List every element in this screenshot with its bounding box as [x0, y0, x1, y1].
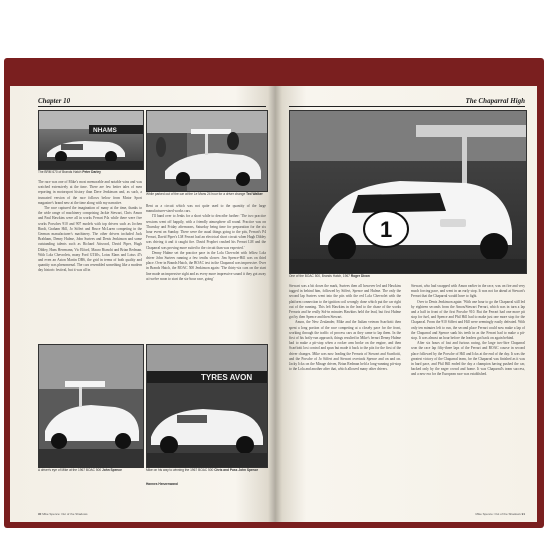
body-text-column: Stewart, who had swapped with Amon earlier in the race, was on fire and very much forcing pace, and went in an early stop. It was not far ahead at Stewart's Ferrari that the Chaparral would have to fight. Over to Denis Jenkinson again: 'With one hour to go the Chaparral still led by eighteen seconds from the Amon/Stewart Ferrari, which was in turn a lap and a half in front of the first Porsche 910. But the Ferrari had one more pit stop for fuel, and Spence and Phil Hill had to make just one more stop for the Chaparral. From the 910 Siffert and Hill were seemingly easily defeated. With only ten minutes left to run, the second place Ferrari could now make a lap of the Chaparral and Spence sunk his teeth in as the Ferrari had to make a pit-stop. It was almost an hour before the leaders got back on again behind. After six hours of fast and furious racing, the large two-litre Chaparral won the race lap fifty-three laps of the Ferrari and BOAC course in second place followed by the Porsche of Hill and Ickx at the end of the day. It was the greatest victory of the Chaparral team, for the Chaparral was finished as it was in hard pace, and Phil Hill ended the day a champion having pushed the car, backed only by the eager crowd and home. It was Chaparral's team success, and a new era for the European race was established. — [411, 284, 525, 377]
avon-banner-text: TYRES AVON — [201, 373, 253, 382]
header-rule — [289, 106, 525, 107]
body-text-column: The race was one of Mike's most memorable and notable wins and was watched extensively at the time. There are few better tales of men reporting in motorsport history than Dave Jenkinson and, as such, a truncated version of the race follows below from Motor Sport magazine's brand new at the time along with my narrative. The race captured the imagination of many at the time, thanks to the wide range of machinery comprising Jackie Stewart, Chris Amon and Paul Hawkins were all in works Ferrari P4s while there were five works Porsches 910 and 907 models with top drivers such as Jochen Rindt, Graham Hill, Jo Siffert and Bruce McLaren competing in the German manufacturer's machinery. The other drivers included Jack Brabham, Denny Hulme, John Surtees and Denis Jenkinson and some outstanding talents such as Richard Attwood, David Piper, Hugh Dibley, Hans Herrmann, Vic Elford, Mauro Bianchi and Brian Redman. With Lola Chevrolets, many Ford GT40s, Lotus Elans and Lotus 47s and even an Aston Martin DB6, the grid in terms of both quality and quantity was phenomenal. The cars resembled something like a modern day historic festival, but it was all in — [38, 180, 142, 273]
book-spine-shadow — [268, 86, 282, 522]
chapter-heading: Chapter 10 — [38, 97, 71, 105]
chapter-heading: The Chaparral High — [465, 97, 525, 105]
photo-caption: Mike on his way to winning the 1967 BOAC 500 Chris and Puss John Spence — [146, 468, 259, 472]
photo-chaparral-front — [289, 110, 527, 274]
photo-caption: While parked out of the car at the Le Mans 24 hour for a driver change Ted Walker — [146, 192, 263, 196]
photo-caption: A driver's eye of Mike at the 1967 BOAC 500 John Spence — [38, 468, 122, 472]
photo-caption: The BRM 670 of Brands Hatch Peter Darley — [38, 170, 101, 174]
header-rule — [38, 106, 266, 107]
photo-caption: One of the BOAC 500, Brands Hatch, 1967 Roger Dixon — [289, 274, 370, 278]
photo-pit-lane-le-mans — [146, 110, 268, 192]
photo-credit: Hannes Henzenwand — [146, 482, 178, 486]
photo-banner-text: NHAMS — [93, 127, 117, 134]
photo-race-car-brands-hatch — [38, 110, 144, 170]
page-footer: Mike Spence: Out of the Shadows 91 — [475, 512, 525, 516]
photo-chaparral-avon-bridge — [146, 344, 268, 468]
race-number-text: 1 — [380, 217, 393, 242]
page-footer: 90 Mike Spence: Out of the Shadows — [38, 512, 88, 516]
left-page — [10, 86, 275, 522]
body-text-column: Stewart was a bit down the mark, Surtees then all however led and Hawkins tagged in behind him, followed by Siffert, Spence and Hulme. The only the second lap Surtees went into the pits with the red Lola Chevrolet with the platform connection to the ignition coil wrongly done which put the car right out of the running. This left Hawkins in the lead to the chase of the works Ferraris and he really Sid-in minutes Hawkins held the lead, but first Hulme got by then Spence and then Stewart. Amon, the New Zealander, Mike and the Italian veteran Scarfiotti then spent a long portion of the race competing at a closely pace for the front, working through the traffic of process cars as they came to lap them. In the first of his hotly-run approach, things resulted in Mike's ferrari Denny Hulme had to make a pit-stop when a rocker arm broke on the engine, and then Scarfiotti lost control and spun but made it back to the pits for the first of the driver changes. Mike was now leading the Ferraris of Stewart and Scarfiotti, and the Porsche of Jo Siffert and Stewart overtook Spence and on and on. Jacky Ickx on the Mirage driven, Brian Redman held a long-running pit-stop to the Lola and another after that, which allowed many other drivers. — [289, 284, 401, 372]
right-page — [275, 86, 537, 522]
photo-chaparral-side — [38, 344, 144, 468]
body-text-column: Rent as a circuit which was not quite used to the quantity of the large manufacturer-sized works cars. I'll hand over to Jenks for a short while to describe further: 'The two practice sessions went off happily, with a friendly atmosphere all round. Practice was on Thursday and Friday afternoons, Saturday being time for preparation for the six hour event on Sunday. There were the usual things going to the pits, Ferrari's P4 Ferrari, David Piper's LM Ferrari had an electrical short circuit when Hugh Dibley was driving it and it caught fire. David Prophet crashed his Ferrari LM and the Chaparral was proving more suited to the circuit than was expected.' Denny Hulme set the practice pace in the Lola Chevrolet with fellow Lola driver John Surtees running a few tenths slower. Jim Spence-Hill was on third place. Over in Brands Hatch, the BOAC test in the Chaparral was impressive. Over in Brands Hatch, the BOAC 500 Jenkinson again: 'The thirty-six cars on the start line made an impressive sight and as every more impressive sound it they got away at twelve noon to start the six-hour race, going' — [146, 204, 266, 281]
